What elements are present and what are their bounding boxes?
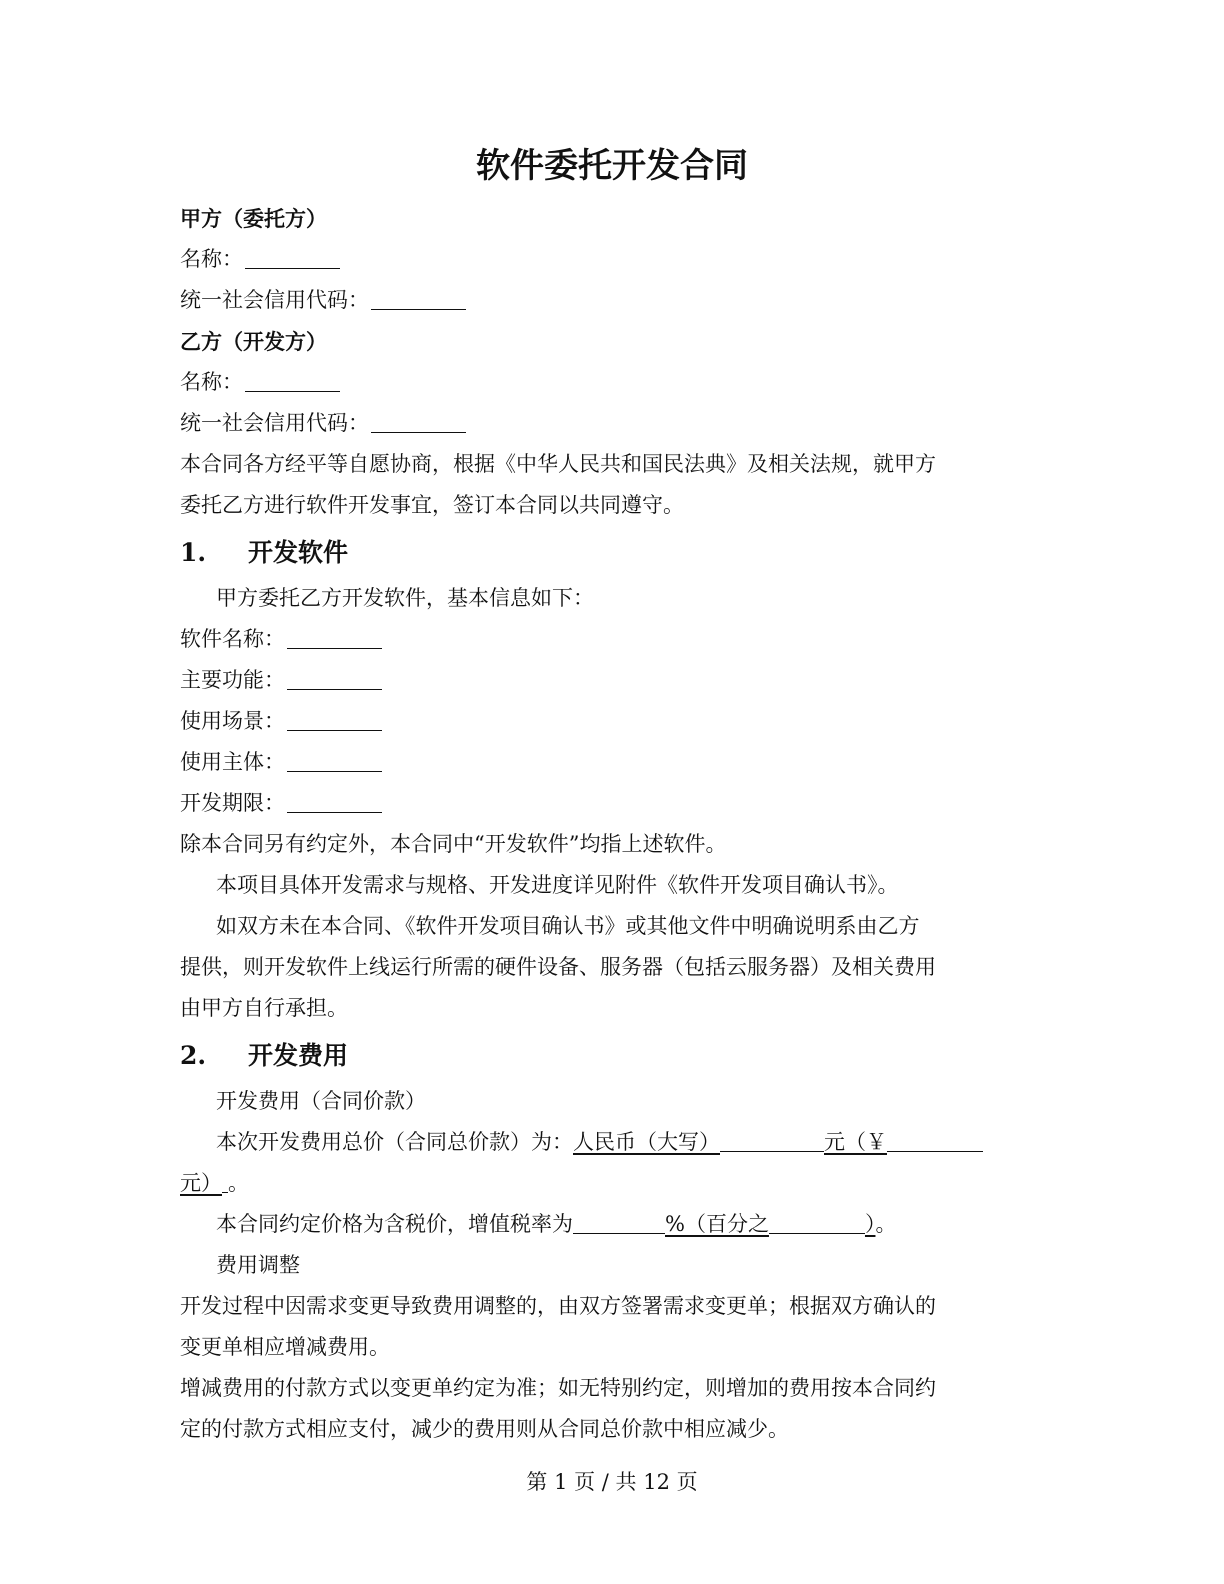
section-2-title: 开发费用	[248, 1041, 349, 1070]
section-2-paragraph: 变更单相应增减费用。	[180, 1335, 390, 1359]
rmb-capital-label: 人民币（大写）	[573, 1130, 720, 1154]
section-1-number: 1.	[180, 538, 207, 567]
party-b-code-label: 统一社会信用代码：	[180, 411, 369, 435]
main-function-row	[180, 660, 1040, 701]
party-a-name-blank[interactable]	[245, 248, 340, 269]
party-a-name-row	[180, 239, 1040, 280]
party-b-name-blank[interactable]	[245, 371, 340, 392]
percent-words-blank[interactable]	[769, 1213, 865, 1234]
field-label: 主要功能：	[180, 668, 285, 692]
main-function-blank[interactable]	[287, 669, 382, 690]
party-a-code-row	[180, 280, 1040, 321]
field-label: 软件名称：	[180, 627, 285, 651]
yuan-amount-blank[interactable]	[887, 1131, 983, 1152]
tax-rate-label: 本合同约定价格为含税价，增值税率为	[216, 1212, 573, 1236]
section-1-title: 开发软件	[248, 538, 349, 567]
yuan-close-label: 元）	[180, 1171, 222, 1195]
tax-rate-row	[180, 1204, 1040, 1245]
software-name-row	[180, 619, 1040, 660]
total-price-row-end	[180, 1163, 1040, 1204]
yuan-label: 元（￥	[824, 1130, 887, 1154]
usage-scenario-row	[180, 701, 1040, 742]
dev-period-blank[interactable]	[287, 792, 382, 813]
section-1-paragraph: 除本合同另有约定外，本合同中“开发软件”均指上述软件。	[180, 832, 727, 856]
party-b-code-row	[180, 403, 1040, 444]
section-2-paragraph: 定的付款方式相应支付，减少的费用则从合同总价款中相应减少。	[180, 1417, 789, 1441]
field-label: 使用场景：	[180, 709, 285, 733]
period: 。	[875, 1212, 897, 1236]
section-1-paragraph: 由甲方自行承担。	[180, 996, 348, 1020]
section-1-heading	[180, 528, 1040, 578]
party-a-heading: 甲方（委托方）	[180, 206, 327, 231]
section-2-paragraph: 开发过程中因需求变更导致费用调整的，由双方签署需求变更单；根据双方确认的	[180, 1294, 936, 1318]
usage-scenario-blank[interactable]	[287, 710, 382, 731]
usage-subject-row	[180, 742, 1040, 783]
tax-rate-blank[interactable]	[573, 1213, 665, 1234]
section-1-paragraph: 本项目具体开发需求与规格、开发进度详见附件《软件开发项目确认书》。	[216, 873, 899, 897]
section-1-paragraph: 提供，则开发软件上线运行所需的硬件设备、服务器（包括云服务器）及相关费用	[180, 955, 936, 979]
period: 。	[228, 1171, 249, 1195]
subheading-fee-adjustment: 费用调整	[216, 1253, 300, 1277]
software-name-blank[interactable]	[287, 628, 382, 649]
subheading-contract-price: 开发费用（合同价款）	[216, 1089, 426, 1113]
percent-label: %（百分之	[665, 1212, 769, 1236]
section-2-paragraph: 增减费用的付款方式以变更单约定为准；如无特别约定，则增加的费用按本合同约	[180, 1376, 936, 1400]
party-b-code-blank[interactable]	[371, 412, 466, 433]
party-a-code-blank[interactable]	[371, 289, 466, 310]
section-2-number: 2.	[180, 1041, 207, 1070]
party-b-name-label: 名称：	[180, 370, 243, 394]
preamble-line: 本合同各方经平等自愿协商，根据《中华人民共和国民法典》及相关法规，就甲方	[180, 452, 936, 476]
percent-close: ）	[864, 1212, 876, 1236]
section-1-intro: 甲方委托乙方开发软件，基本信息如下：	[216, 586, 594, 610]
page-footer: 第 1 页 / 共 12 页	[526, 1470, 698, 1494]
party-a-code-label: 统一社会信用代码：	[180, 288, 369, 312]
preamble-line: 委托乙方进行软件开发事宜，签订本合同以共同遵守。	[180, 493, 684, 517]
usage-subject-blank[interactable]	[287, 751, 382, 772]
rmb-capital-blank[interactable]	[720, 1131, 824, 1152]
field-label: 使用主体：	[180, 750, 285, 774]
section-2-heading	[180, 1031, 1040, 1081]
party-b-name-row	[180, 362, 1040, 403]
total-price-row	[180, 1122, 1040, 1163]
party-a-name-label: 名称：	[180, 247, 243, 271]
section-1-paragraph: 如双方未在本合同、《软件开发项目确认书》或其他文件中明确说明系由乙方	[216, 914, 920, 938]
total-price-label: 本次开发费用总价（合同总价款）为：	[216, 1130, 573, 1154]
page-title: 软件委托开发合同	[476, 146, 748, 186]
party-b-heading: 乙方（开发方）	[180, 329, 327, 354]
dev-period-row	[180, 783, 1040, 824]
contract-body	[180, 198, 1040, 1450]
field-label: 开发期限：	[180, 791, 285, 815]
